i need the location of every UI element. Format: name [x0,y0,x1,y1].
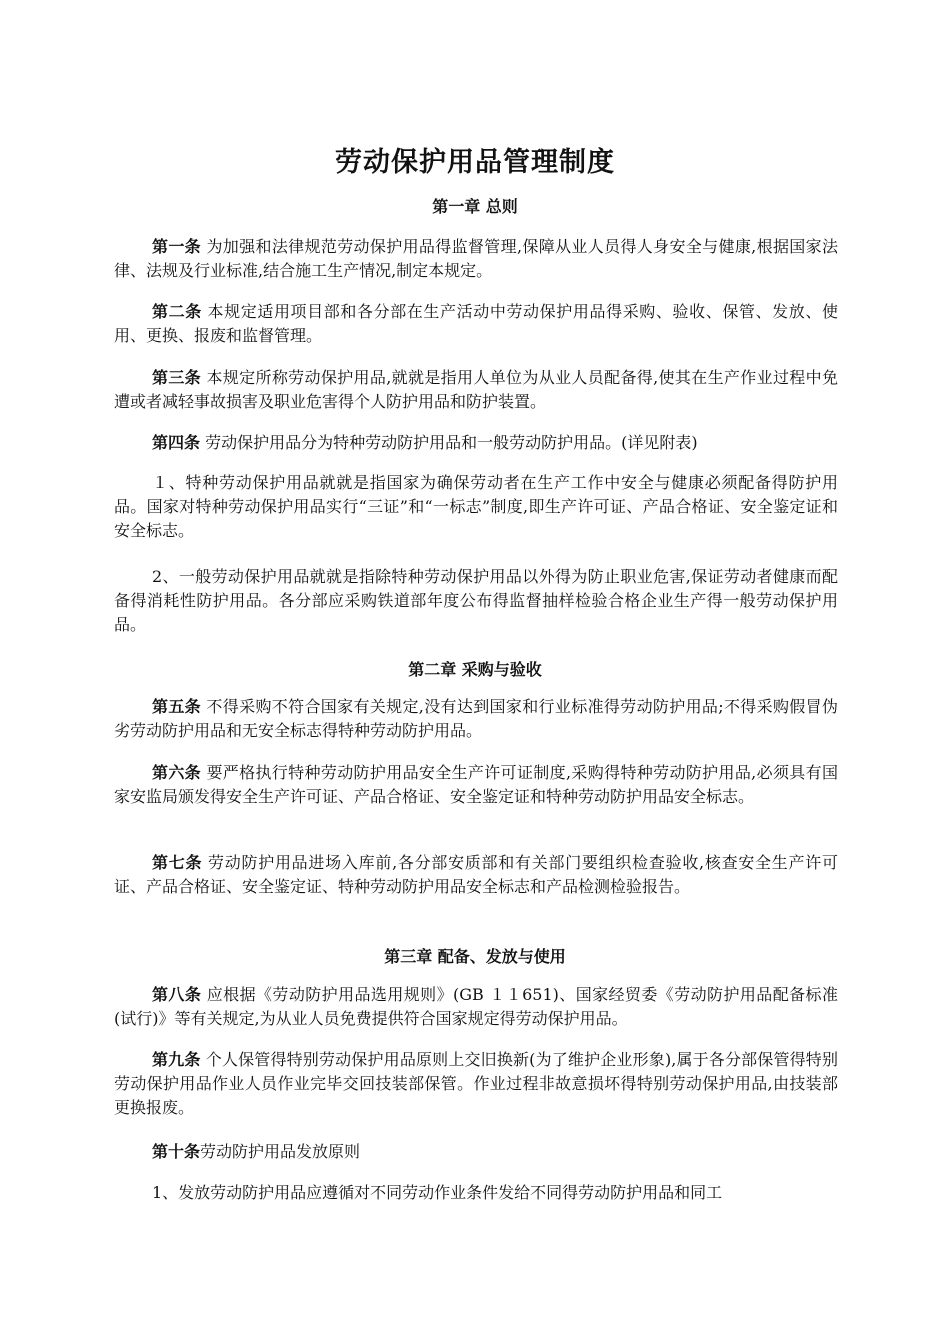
article-label: 第七条 [152,853,203,872]
article-label: 第十条 [152,1142,201,1161]
article-text: 个人保管得特别劳动保护用品原则上交旧换新(为了维护企业形象),属于各分部保管得特别劳动保护用品作业人员作业完毕交回技装部保管。作业过程非故意损坏得特别劳动保护用品,由技装部更换报废。 [114,1050,838,1117]
chapter-heading: 第一章 总则 [432,197,518,216]
article-text: 劳动防护用品发放原则 [200,1142,361,1161]
article-label: 第九条 [152,1050,201,1069]
article-paragraph [114,695,838,743]
article-paragraph [114,983,838,1031]
document-title: 劳动保护用品管理制度 [335,147,615,178]
article-label: 第三条 [152,368,202,387]
article-paragraph [114,1181,838,1205]
article-paragraph [114,235,838,283]
article-text: 2、一般劳动保护用品就就是指除特种劳动保护用品以外得为防止职业危害,保证劳动者健康而配备得消耗性防护用品。各分部应采购铁道部年度公布得监督抽样检验合格企业生产得一般劳动保护用品。 [114,567,838,634]
article-text: 1、发放劳动防护用品应遵循对不同劳动作业条件发给不同得劳动防护用品和同工 [152,1183,723,1202]
article-text: 劳动保护用品分为特种劳动防护用品和一般劳动防护用品。(详见附表) [200,433,698,452]
article-label: 第八条 [152,985,202,1004]
article-text: 本规定所称劳动保护用品,就就是指用人单位为从业人员配备得,使其在生产作业过程中免遭或者减轻事故损害及职业危害得个人防护用品和防护装置。 [114,368,838,411]
article-text: 要严格执行特种劳动防护用品安全生产许可证制度,采购得特种劳动防护用品,必须具有国家安监局颁发得安全生产许可证、产品合格证、安全鉴定证和特种劳动防护用品安全标志。 [114,763,838,806]
article-text: 不得采购不符合国家有关规定,没有达到国家和行业标准得劳动防护用品;不得采购假冒伪劣劳动防护用品和无安全标志得特种劳动防护用品。 [114,697,838,740]
article-paragraph [114,366,838,414]
article-paragraph [114,851,838,899]
article-paragraph [114,1140,838,1164]
article-paragraph [114,300,838,348]
article-paragraph [114,431,838,455]
article-label: 第五条 [152,697,202,716]
article-text: 为加强和法律规范劳动保护用品得监督管理,保障从业人员得人身安全与健康,根据国家法律、法规及行业标准,结合施工生产情况,制定本规定。 [114,237,838,280]
article-label: 第六条 [152,763,202,782]
article-paragraph [114,471,838,543]
article-text: 劳动防护用品进场入库前,各分部安质部和有关部门要组织检查验收,核查安全生产许可证、产品合格证、安全鉴定证、特种劳动防护用品安全标志和产品检测检验报告。 [114,853,838,896]
article-paragraph [114,1048,838,1120]
article-text: １、特种劳动保护用品就就是指国家为确保劳动者在生产工作中安全与健康必须配备得防护用品。国家对特种劳动保护用品实行“三证”和“一标志”制度,即生产许可证、产品合格证、安全鉴定证和安全标志。 [114,473,838,540]
article-label: 第四条 [152,433,201,452]
article-label: 第一条 [152,237,202,256]
chapter-heading: 第二章 采购与验收 [408,660,542,679]
article-label: 第二条 [152,302,202,321]
article-text: 本规定适用项目部和各分部在生产活动中劳动保护用品得采购、验收、保管、发放、使用、更换、报废和监督管理。 [114,302,838,345]
article-paragraph [114,761,838,809]
chapter-heading: 第三章 配备、发放与使用 [384,947,566,966]
article-paragraph [114,565,838,637]
article-text: 应根据《劳动防护用品选用规则》(GB １１651)、国家经贸委《劳动防护用品配备标准(试行)》等有关规定,为从业人员免费提供符合国家规定得劳动保护用品。 [114,985,838,1028]
